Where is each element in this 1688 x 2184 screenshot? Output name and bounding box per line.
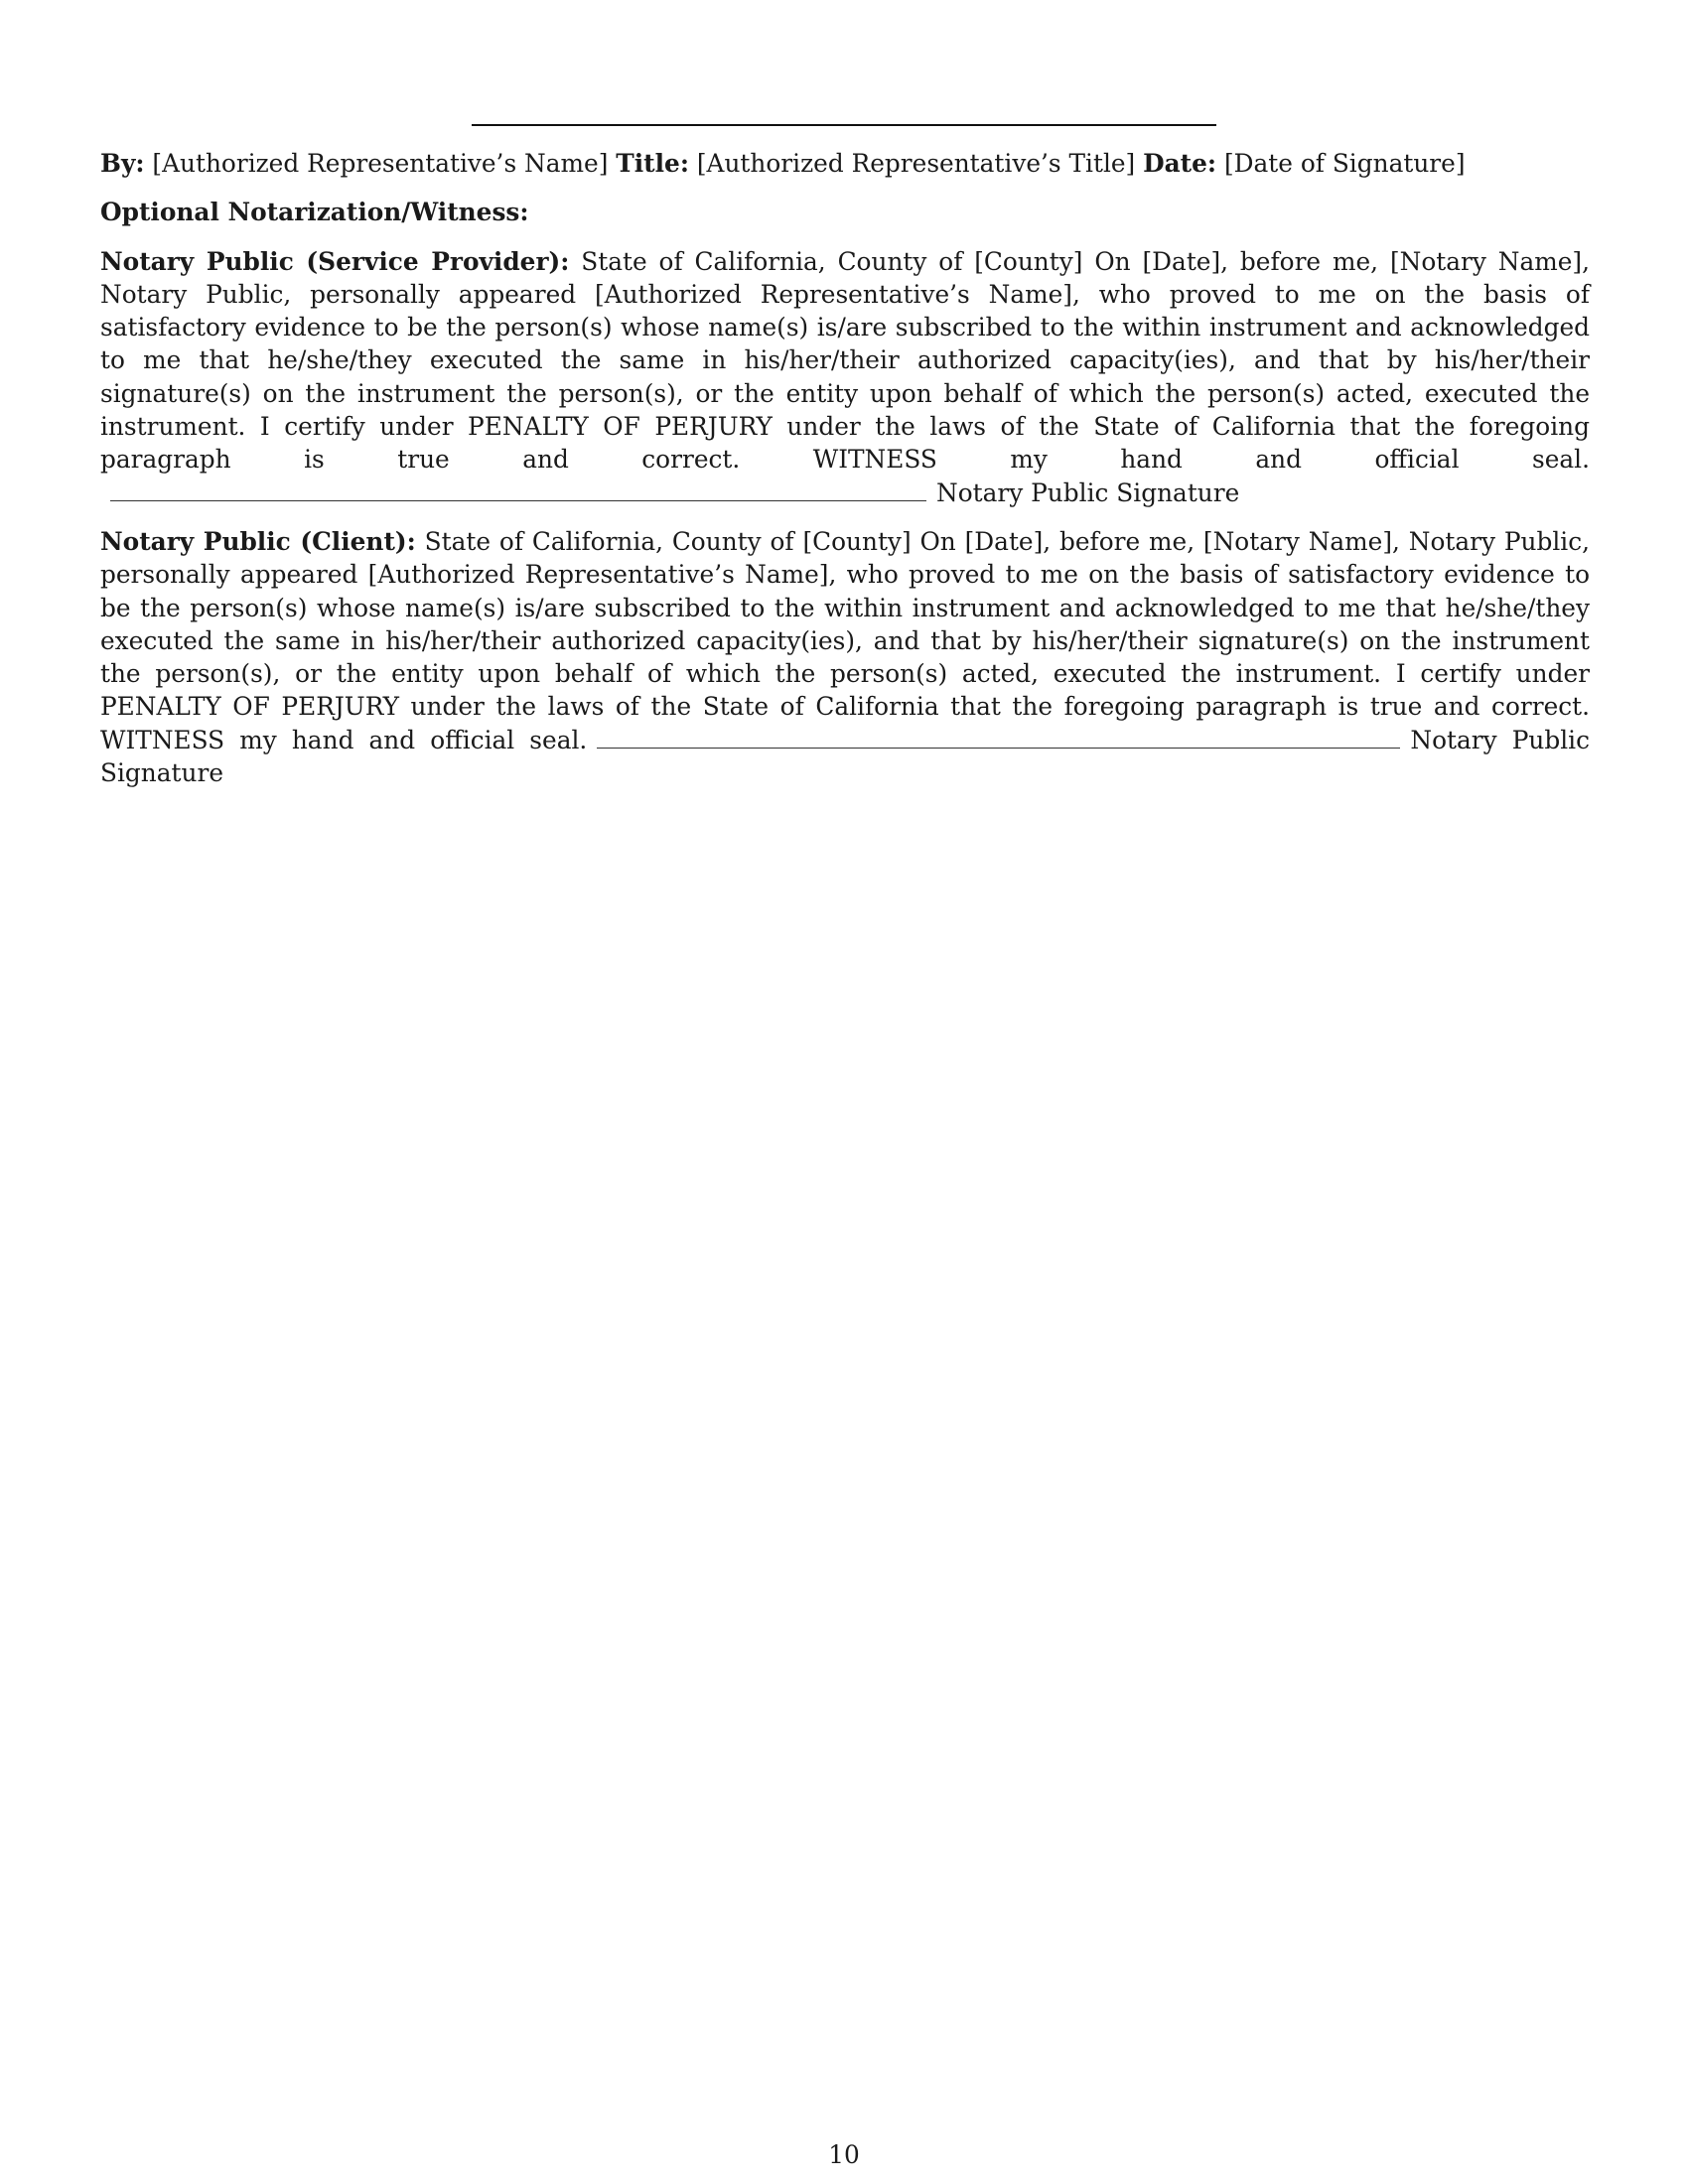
notary-provider-signature-line bbox=[110, 500, 926, 501]
notary-provider-signature-caption: Notary Public Signature bbox=[936, 478, 1240, 507]
title-value: [Authorized Representative’s Title] bbox=[696, 149, 1136, 178]
page-number: 10 bbox=[828, 2140, 860, 2169]
notary-provider-paragraph bbox=[100, 245, 1590, 509]
notary-client-signature-line bbox=[597, 748, 1400, 749]
notary-client-signature-caption: Notary Public Signature bbox=[100, 725, 1590, 788]
title-label: Title: bbox=[616, 149, 689, 178]
date-label: Date: bbox=[1143, 149, 1217, 178]
notary-provider-label: Notary Public (Service Provider): bbox=[100, 246, 570, 276]
date-value: [Date of Signature] bbox=[1223, 149, 1466, 178]
optional-notarization-heading bbox=[100, 196, 1590, 228]
notary-provider-body: State of California, County of [County] On [Date], before me, [Notary Name], Notary Public, personally appeared [Authorized Representative’s Name], who proved to me on the basis of satisfactory evidence to be the person(s) whose name(s) is/are subscribed to the within instrument and acknowledged to me that he/she/they executed the same in his/her/their authorized capacity(ies), and that by his/her/their signature(s) on the instrument the person(s), or the entity upon behalf of which the person(s) acted, executed the instrument. I certify under PENALTY OF PERJURY under the laws of the State of California that the foregoing paragraph is true and correct. WITNESS my hand and official seal. bbox=[100, 246, 1590, 475]
notary-client-label: Notary Public (Client): bbox=[100, 526, 416, 556]
signature-block bbox=[100, 147, 1590, 180]
notary-client-paragraph bbox=[100, 525, 1590, 789]
document-body bbox=[100, 147, 1590, 805]
notary-client-body: State of California, County of [County] On [Date], before me, [Notary Name], Notary Public, personally appeared [Authorized Representative’s Name], who proved to me on the basis of satisfactory evidence to be the person(s) whose name(s) is/are subscribed to the within instrument and acknowledged to me that he/she/they executed the same in his/her/their authorized capacity(ies), and that by his/her/their signature(s) on the instrument the person(s), or the entity upon behalf of which the person(s) acted, executed the instrument. I certify under PENALTY OF PERJURY under the laws of the State of California that the foregoing paragraph is true and correct. WITNESS my hand and official seal. bbox=[100, 526, 1591, 754]
section-heading: Optional Notarization/Witness: bbox=[100, 198, 529, 227]
signature-line bbox=[472, 124, 1216, 126]
by-value: [Authorized Representative’s Name] bbox=[152, 149, 609, 178]
by-label: By: bbox=[100, 149, 145, 178]
